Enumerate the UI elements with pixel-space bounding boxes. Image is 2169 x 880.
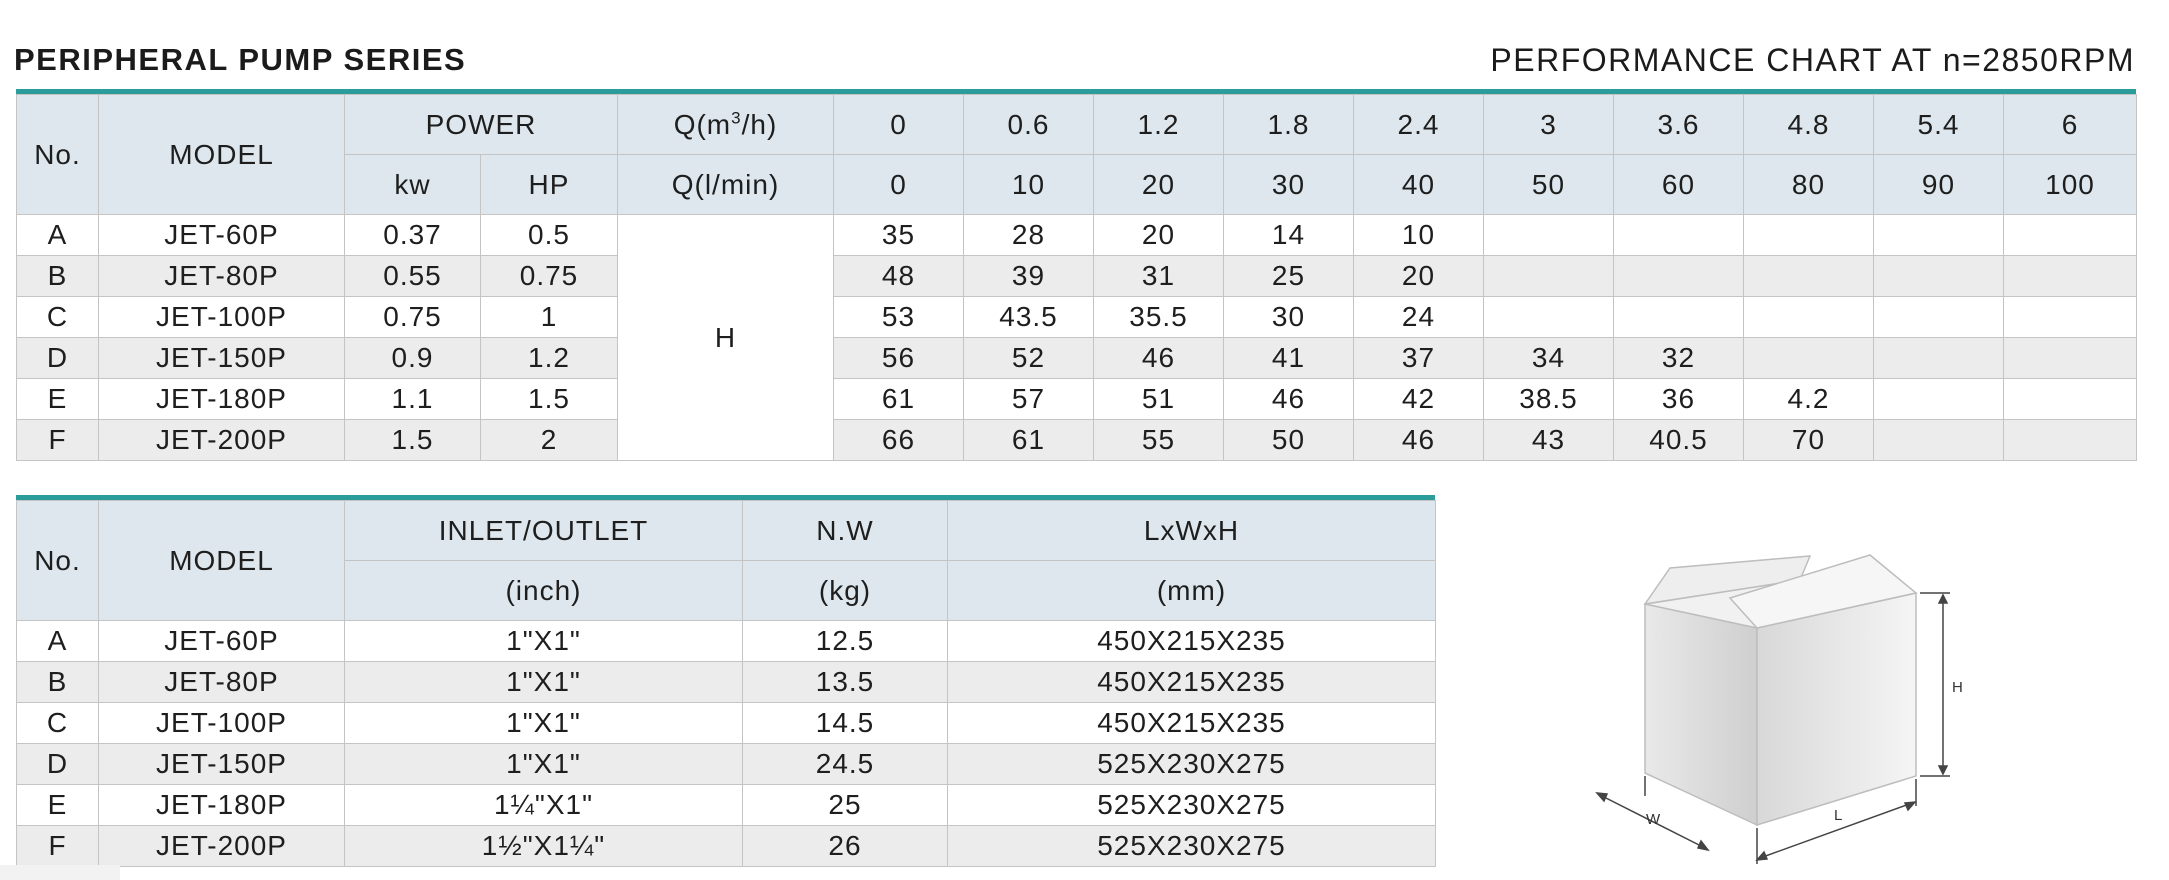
col-header-model: MODEL [99,95,345,215]
col-header-kw: kw [345,155,481,215]
col-header-model: MODEL [99,501,345,621]
row-no: C [17,297,99,338]
row-model: JET-100P [99,297,345,338]
row-model: JET-100P [99,703,345,744]
head-value [2004,338,2137,379]
head-value: 10 [1354,215,1484,256]
row-model: JET-80P [99,256,345,297]
head-value: 43 [1484,420,1614,461]
head-value [1744,215,1874,256]
head-value: 25 [1224,256,1354,297]
box-left-face [1645,604,1757,825]
row-net-weight: 12.5 [743,621,948,662]
flow-lmin-cell: 50 [1484,155,1614,215]
row-dimensions: 525X230X275 [948,744,1436,785]
head-value: 61 [964,420,1094,461]
col-header-flow-lmin: Q(l/min) [618,155,834,215]
head-label-cell: H [618,215,834,461]
head-value: 53 [834,297,964,338]
col-header-dimensions: LxWxH [948,501,1436,561]
flow-m3h-cell: 3.6 [1614,95,1744,155]
row-no: D [17,744,99,785]
head-value [1484,297,1614,338]
head-value: 24 [1354,297,1484,338]
row-no: A [17,621,99,662]
row-model: JET-180P [99,785,345,826]
col-header-no: No. [17,501,99,621]
carton-box-diagram [1570,540,1990,870]
head-value: 32 [1614,338,1744,379]
col-header-hp: HP [481,155,618,215]
row-no: E [17,785,99,826]
table-row [17,420,2137,461]
head-value: 66 [834,420,964,461]
head-value: 28 [964,215,1094,256]
table-row [17,662,1436,703]
flow-m3h-cell: 3 [1484,95,1614,155]
head-value [2004,215,2137,256]
performance-table [16,94,2137,461]
row-kw: 0.37 [345,215,481,256]
head-value [1614,256,1744,297]
head-value: 36 [1614,379,1744,420]
row-kw: 1.1 [345,379,481,420]
row-model: JET-200P [99,826,345,867]
flow-m3h-cell: 1.2 [1094,95,1224,155]
table-row [17,621,1436,662]
head-value: 55 [1094,420,1224,461]
head-value [2004,297,2137,338]
flow-lmin-cell: 20 [1094,155,1224,215]
head-value: 46 [1224,379,1354,420]
table-row [17,826,1436,867]
head-value: 35 [834,215,964,256]
row-dimensions: 450X215X235 [948,662,1436,703]
col-header-net-weight: N.W [743,501,948,561]
row-dimensions: 525X230X275 [948,826,1436,867]
series-title: PERIPHERAL PUMP SERIES [14,42,467,77]
flow-m3h-cell: 6 [2004,95,2137,155]
flow-lmin-cell: 100 [2004,155,2137,215]
table-row [17,338,2137,379]
row-hp: 2 [481,420,618,461]
head-value [1874,420,2004,461]
row-inlet-outlet: 1"X1" [345,744,743,785]
head-value: 51 [1094,379,1224,420]
row-dimensions: 525X230X275 [948,785,1436,826]
row-no: A [17,215,99,256]
head-value: 14 [1224,215,1354,256]
head-value [1874,297,2004,338]
page-edge-shade [0,865,120,880]
head-value [1744,338,1874,379]
box-label-w: W [1646,811,1661,828]
flow-lmin-cell: 90 [1874,155,2004,215]
row-model: JET-200P [99,420,345,461]
head-value [1744,297,1874,338]
row-net-weight: 26 [743,826,948,867]
head-value [2004,420,2137,461]
col-header-no: No. [17,95,99,215]
row-hp: 1.2 [481,338,618,379]
head-value [1614,215,1744,256]
table-row [17,256,2137,297]
row-inlet-outlet: 1"X1" [345,662,743,703]
row-inlet-outlet: 1¼"X1" [345,785,743,826]
head-value: 34 [1484,338,1614,379]
table-row [17,215,2137,256]
row-no: D [17,338,99,379]
flow-m3h-cell: 1.8 [1224,95,1354,155]
head-value [1744,256,1874,297]
row-inlet-outlet: 1½"X1¼" [345,826,743,867]
table-row [17,379,2137,420]
row-model: JET-150P [99,338,345,379]
col-unit-mm: (mm) [948,561,1436,621]
head-value: 56 [834,338,964,379]
col-header-power: POWER [345,95,618,155]
row-no: F [17,826,99,867]
row-model: JET-80P [99,662,345,703]
head-value: 52 [964,338,1094,379]
row-net-weight: 14.5 [743,703,948,744]
head-value: 50 [1224,420,1354,461]
head-value [1484,215,1614,256]
head-value: 37 [1354,338,1484,379]
row-model: JET-60P [99,621,345,662]
head-value [1874,338,2004,379]
box-right-face [1757,593,1916,825]
row-kw: 0.75 [345,297,481,338]
head-value: 38.5 [1484,379,1614,420]
head-value: 41 [1224,338,1354,379]
flow-m3h-cell: 5.4 [1874,95,2004,155]
row-no: F [17,420,99,461]
head-value: 46 [1094,338,1224,379]
row-no: C [17,703,99,744]
table-row [17,744,1436,785]
row-hp: 1 [481,297,618,338]
head-value [2004,256,2137,297]
head-value: 20 [1094,215,1224,256]
flow-lmin-cell: 80 [1744,155,1874,215]
performance-table-body [17,215,2137,461]
row-hp: 0.5 [481,215,618,256]
head-value: 4.2 [1744,379,1874,420]
flow-m3h-cell: 0.6 [964,95,1094,155]
flow-m3h-cell: 2.4 [1354,95,1484,155]
head-value: 40.5 [1614,420,1744,461]
row-kw: 1.5 [345,420,481,461]
row-no: B [17,256,99,297]
flow-lmin-cell: 60 [1614,155,1744,215]
col-unit-inch: (inch) [345,561,743,621]
head-value: 31 [1094,256,1224,297]
head-value [1484,256,1614,297]
performance-chart-title: PERFORMANCE CHART AT n=2850RPM [1490,42,2135,78]
head-value: 43.5 [964,297,1094,338]
flow-lmin-cell: 30 [1224,155,1354,215]
head-value: 61 [834,379,964,420]
head-value: 48 [834,256,964,297]
head-value [1874,379,2004,420]
row-hp: 0.75 [481,256,618,297]
row-dimensions: 450X215X235 [948,621,1436,662]
table-row [17,703,1436,744]
head-value [1614,297,1744,338]
row-net-weight: 24.5 [743,744,948,785]
row-inlet-outlet: 1"X1" [345,621,743,662]
head-value: 35.5 [1094,297,1224,338]
col-header-inlet-outlet: INLET/OUTLET [345,501,743,561]
flow-lmin-cell: 0 [834,155,964,215]
box-label-l: L [1834,807,1843,824]
head-value: 57 [964,379,1094,420]
row-inlet-outlet: 1"X1" [345,703,743,744]
flow-m3h-cell: 0 [834,95,964,155]
box-label-h: H [1952,679,1963,696]
col-unit-kg: (kg) [743,561,948,621]
head-value: 46 [1354,420,1484,461]
row-dimensions: 450X215X235 [948,703,1436,744]
head-value: 70 [1744,420,1874,461]
flow-lmin-cell: 40 [1354,155,1484,215]
col-header-flow-m3h: $Q(m^3/h)$ [618,95,834,155]
row-no: E [17,379,99,420]
head-value [2004,379,2137,420]
row-kw: 0.9 [345,338,481,379]
head-value [1874,256,2004,297]
table-row [17,297,2137,338]
row-model: JET-150P [99,744,345,785]
table-row [17,785,1436,826]
row-model: JET-60P [99,215,345,256]
head-value: 20 [1354,256,1484,297]
row-kw: 0.55 [345,256,481,297]
row-net-weight: 13.5 [743,662,948,703]
flow-lmin-cell: 10 [964,155,1094,215]
head-value [1874,215,2004,256]
packing-table [16,500,1436,867]
head-value: 42 [1354,379,1484,420]
head-value: 39 [964,256,1094,297]
head-value: 30 [1224,297,1354,338]
flow-m3h-cell: 4.8 [1744,95,1874,155]
row-hp: 1.5 [481,379,618,420]
row-no: B [17,662,99,703]
row-model: JET-180P [99,379,345,420]
row-net-weight: 25 [743,785,948,826]
